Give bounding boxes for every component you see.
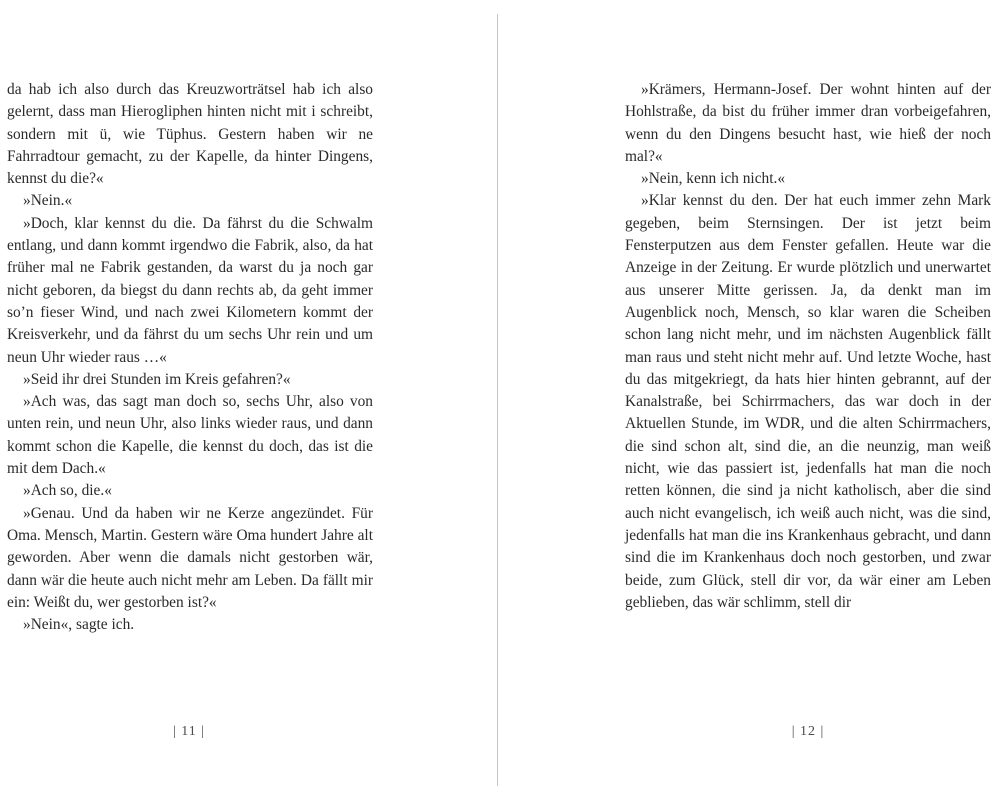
page-number-right: | 12 | bbox=[791, 724, 825, 739]
paragraph: »Doch, klar kennst du die. Da fährst du die Schwalm entlang, und dann kommt irgendwo die Fabrik, also, da hat früher mal ne Fabrik gestanden, da warst du ja noch gar nicht geboren, da biegst du dann rechts ab, da geht immer so’n fieser Wind, und nach zwei Kilometern kommt der Kreisverkehr, und da fährst du um sechs Uhr rein und um neun Uhr wieder raus …« bbox=[7, 214, 373, 366]
paragraph: »Nein.« bbox=[23, 192, 73, 210]
paragraph: »Krämers, Hermann-Josef. Der wohnt hinten auf der Hohlstraße, da bist du früher immer dran vorbeigefahren, wenn du den Dingens besucht hast, wie hieß der noch mal?« bbox=[625, 81, 991, 165]
paragraph: »Nein«, sagte ich. bbox=[23, 616, 135, 634]
paragraph: »Klar kennst du den. Der hat euch immer zehn Mark gegeben, beim Sternsingen. Der ist jetzt beim Fensterputzen aus dem Fenster gefallen. Heute war die Anzeige in der Zeitung. Er wurde plötzlich und unerwartet aus unserer Mitte gerissen. Ja, da denkt man im Augenblick noch, Mensch, so klar waren die Scheiben schon lang nicht mehr, und im nächsten Augenblick fällt man raus und steht nicht mehr auf. Und letzte Woche, hast du das mitgekriegt, da hats hier hinten gebrannt, auf der Kanalstraße, bei Schirrmachers, das war doch in der Aktuellen Stunde, im WDR, und die alten Schirrmachers, die sind schon alt, sind die, an die neunzig, man weiß nicht, wie das passiert ist, jedenfalls hat man die noch retten können, die sind ja nicht katholisch, aber die sind auch nicht evangelisch, ich weiß auch nicht, was die sind, jedenfalls hat man die ins Krankenhaus gebracht, und dann sind die im Krankenhaus doch noch gestorben, und zwar beide, zum Glück, stell dir vor, da wär einer am Leben geblieben, das wär schlimm, stell dir bbox=[625, 192, 991, 611]
left-page-text bbox=[7, 79, 373, 636]
book-gutter-divider bbox=[497, 14, 498, 786]
paragraph: »Ach was, das sagt man doch so, sechs Uhr, also von unten rein, und neun Uhr, also links wieder raus, und dann kommt schon die Kapelle, die kennst du doch, das ist die mit dem Dach.« bbox=[7, 393, 373, 478]
paragraph: da hab ich also durch das Kreuzworträtsel hab ich also gelernt, dass man Hierogliphen hinten nicht mit i schreibt, sondern mit ü, wie Tüphus. Gestern haben wir ne Fahrradtour gemacht, zu der Kapelle, da hinter Dingens, kennst du die?« bbox=[7, 81, 373, 188]
page-number-left: | 11 | bbox=[172, 724, 206, 739]
paragraph: »Ach so, die.« bbox=[23, 482, 112, 500]
paragraph: »Genau. Und da haben wir ne Kerze angezündet. Für Oma. Mensch, Martin. Gestern wäre Oma hundert Jahre alt geworden. Aber wenn die damals nicht gestorben wär, dann wär die heute auch nicht mehr am Leben. Da fällt mir ein: Weißt du, wer gestorben ist?« bbox=[7, 504, 373, 611]
paragraph: »Seid ihr drei Stunden im Kreis gefahren?« bbox=[23, 370, 291, 388]
right-page-text bbox=[625, 79, 991, 614]
paragraph: »Nein, kenn ich nicht.« bbox=[641, 170, 786, 188]
